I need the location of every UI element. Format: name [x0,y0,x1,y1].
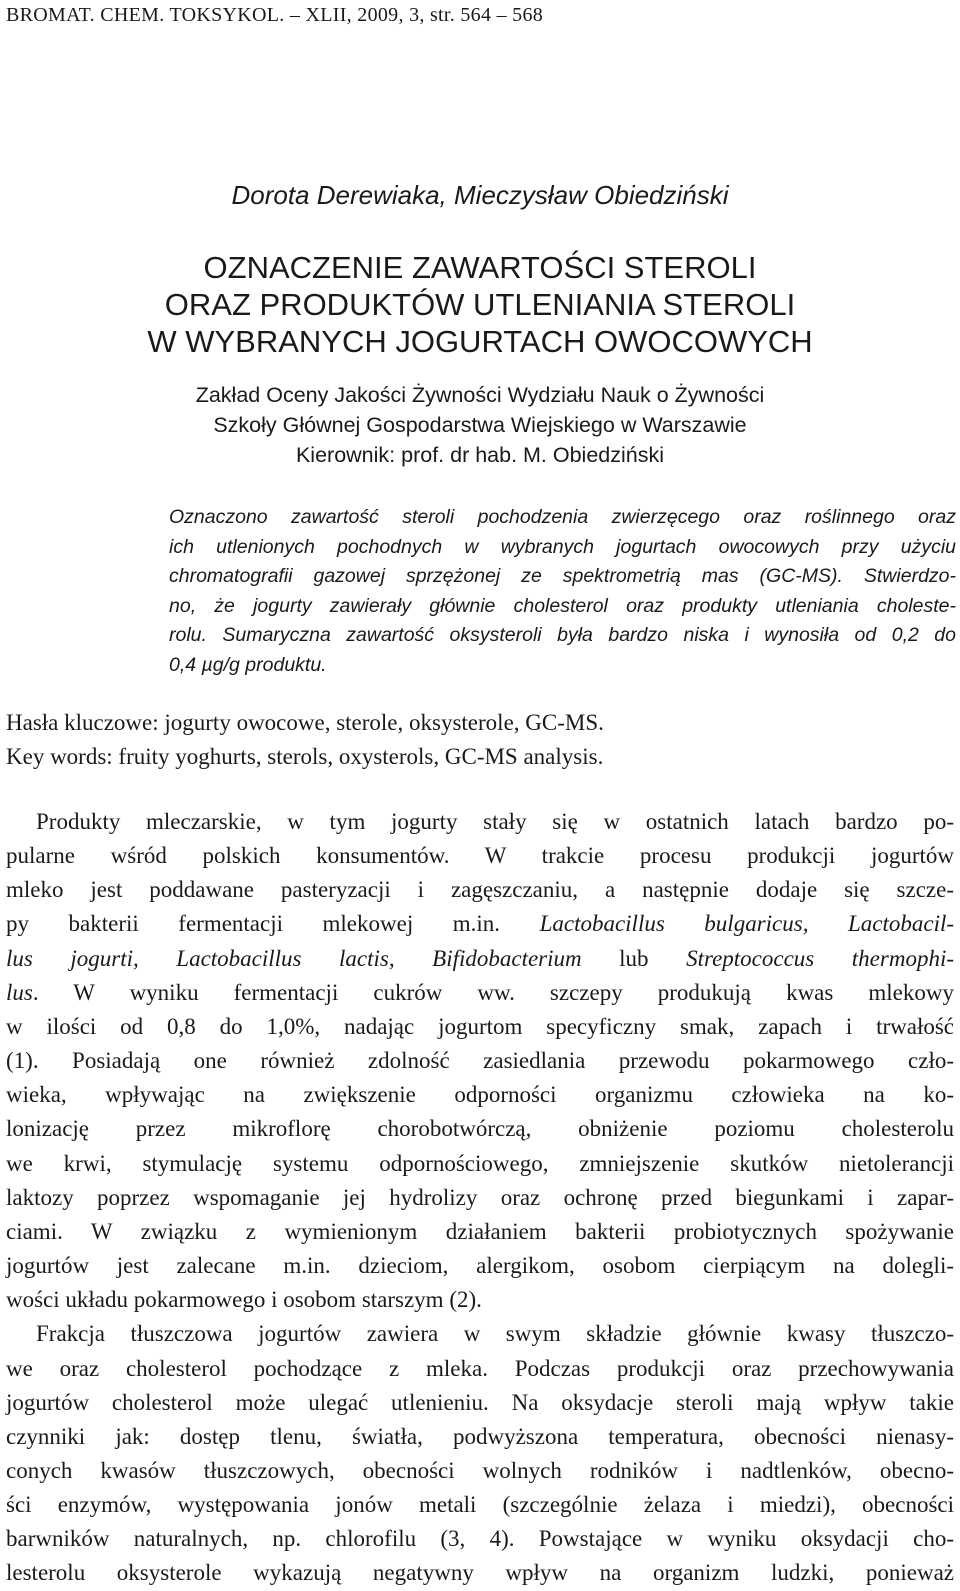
keywords-english: Key words: fruity yoghurts, sterols, oxysterols, GC-MS analysis. [6,744,604,769]
title-line: OZNACZENIE ZAWARTOŚCI STEROLI [203,250,757,285]
body-line: jogurtów jest zalecane m.in. dzieciom, alergikom, osobom cierpiącym na dolegli- [6,1253,954,1279]
species-name: lus [6,979,33,1005]
body-line: ciami. W związku z wymienionym działaniem bakterii probiotycznych spożywanie [6,1218,954,1244]
body-line: mleko jest poddawane pasteryzacji i zagęszczaniu, a następnie dodaje się szcze- [6,877,954,903]
abstract-line: ich utlenionych pochodnych w wybranych jogurtach owocowych przy użyciu [169,535,956,558]
title-line: W WYBRANYCH JOGURTACH OWOCOWYCH [147,324,813,359]
body-line [6,907,954,941]
article-title [0,249,960,360]
body-line: wości układu pokarmowego i osobom starszym (2). [6,1287,482,1313]
body-span: . W wyniku fermentacji cukrów ww. szczepy produkują kwas mlekowy [32,979,954,1005]
species-name: Streptococcus thermophi- [686,945,954,971]
abstract-line: rolu. Sumaryczna zawartość oksysteroli była bardzo niska i wynosiła od 0,2 do [169,624,956,647]
affiliation-line: Szkoły Głównej Gospodarstwa Wiejskiego w Warszawie [213,413,747,437]
body-span: py bakterii fermentacji mlekowej m.in. [6,911,540,937]
body-line: czynniki jak: dostęp tlenu, światła, podwyższona temperatura, obecności nienasy- [6,1423,954,1449]
body-line: lesterolu oksysterole wykazują negatywny wpływ na organizm ludzki, ponieważ [6,1560,954,1586]
keywords-polish: Hasła kluczowe: jogurty owocowe, sterole, oksysterole, GC-MS. [6,710,604,735]
abstract-line: chromatografii gazowej sprzężonej ze spektrometrią mas (GC-MS). Stwierdzo- [169,565,956,588]
body-line [6,942,954,976]
species-name: Lactobacillus bulgaricus, Lactobacil- [539,911,955,937]
abstract-line: no, że jogurty zawierały głównie cholesterol oraz produkty utleniania choleste- [169,594,956,617]
body-span: lub [581,945,687,971]
body-line: Frakcja tłuszczowa jogurtów zawiera w swym składzie głównie kwasy tłuszczo- [36,1321,954,1347]
keywords [6,706,956,774]
body-line: ści enzymów, występowania jonów metali (szczególnie żelaza i miedzi), obecności [6,1492,954,1518]
abstract-line: 0,4 µg/g produktu. [169,653,327,676]
body-line [6,976,954,1010]
abstract [169,503,956,681]
journal-header: BROMAT. CHEM. TOKSYKOL. – XLII, 2009, 3, str. 564 – 568 [6,4,544,26]
affiliation-line: Kierownik: prof. dr hab. M. Obiedziński [295,443,665,467]
body-line: barwników naturalnych, np. chlorofilu (3, 4). Powstające w wyniku oksydacji cho- [6,1526,954,1552]
body-line: we oraz cholesterol pochodzące z mleka. Podczas produkcji oraz przechowywania [6,1355,954,1381]
body-line: lonizację przez mikroflorę chorobotwórczą, obniżenie poziomu cholesterolu [6,1116,954,1142]
body-line: conych kwasów tłuszczowych, obecności wolnych rodników i nadtlenków, obecno- [6,1457,954,1483]
body-line: we krwi, stymulację systemu odpornościowego, zmniejszenie skutków nietolerancji [6,1150,954,1176]
body-line: laktozy poprzez wspomaganie jej hydrolizy oraz ochronę przed biegunkami i zapar- [6,1184,954,1210]
body-line: Produkty mleczarskie, w tym jogurty stały się w ostatnich latach bardzo po- [36,809,954,834]
body-line: w ilości od 0,8 do 1,0%, nadając jogurtom specyficzny smak, zapach i trwałość [6,1013,954,1039]
body-text [6,805,954,1591]
abstract-line: Oznaczono zawartość steroli pochodzenia zwierzęcego oraz roślinnego oraz [169,506,956,528]
body-line: wieka, wpływając na zwiększenie odporności organizmu człowieka na ko- [6,1082,954,1108]
authors: Dorota Derewiaka, Mieczysław Obiedziński [231,180,729,210]
body-line: pularne wśród polskich konsumentów. W trakcie procesu produkcji jogurtów [6,843,954,869]
title-line: ORAZ PRODUKTÓW UTLENIANIA STEROLI [164,287,796,322]
species-name: lus jogurti, Lactobacillus lactis, Bifidobacterium [6,945,582,971]
body-line: jogurtów cholesterol może ulegać utlenieniu. Na oksydacje steroli mają wpływ takie [6,1389,954,1415]
body-line: (1). Posiadają one również zdolność zasiedlania przewodu pokarmowego czło- [6,1048,954,1074]
affiliation [0,380,960,470]
affiliation-line: Zakład Oceny Jakości Żywności Wydziału Nauk o Żywności [195,383,765,407]
